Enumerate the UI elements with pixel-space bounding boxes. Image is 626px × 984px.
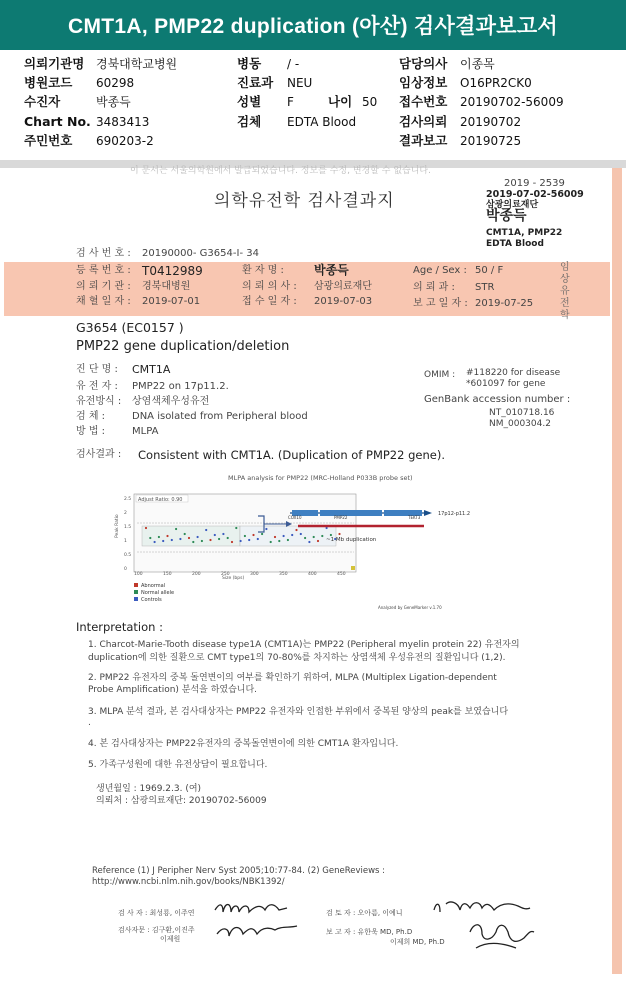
data-point: [270, 541, 272, 543]
data-point: [166, 535, 168, 537]
label-resident-no: 주민번호: [24, 133, 73, 148]
side-label: 임상유전학: [560, 262, 570, 321]
institution-label: 의 뢰 기 관 :: [76, 281, 131, 292]
data-point: [188, 537, 190, 539]
gene-tekt3: TEKT3: [408, 515, 421, 520]
test-name: PMP22 gene duplication/deletion: [76, 339, 290, 354]
data-point: [158, 536, 160, 538]
value-sex: F: [287, 95, 294, 109]
label-ward: 병동: [237, 56, 262, 71]
data-point: [317, 540, 319, 542]
legend-controls-swatch: [134, 597, 138, 601]
reference-2: http://www.ncbi.nlm.nih.gov/books/NBK1392/: [92, 877, 285, 887]
document-heading: 의학유전학 검사결과지: [214, 191, 395, 211]
data-point: [308, 541, 310, 543]
data-point: [265, 528, 267, 530]
data-point: [295, 529, 297, 531]
data-point: [330, 534, 332, 536]
diagnosis-label: 진 단 명 :: [76, 364, 118, 375]
exam-no-value: 20190000- G3654-I- 34: [142, 248, 259, 259]
data-point: [313, 536, 315, 538]
requester-label: 의 뢰 의 사 :: [242, 281, 297, 292]
x-tick-7: 450: [337, 572, 346, 577]
legend-normal: Normal allele: [141, 590, 175, 596]
data-point: [252, 534, 254, 536]
y-tick-5: 0: [124, 567, 127, 572]
label-patient-name: 박종득: [486, 208, 527, 224]
data-point: [149, 537, 151, 539]
data-point: [171, 539, 173, 541]
label-specimen: 검체: [237, 114, 262, 129]
inheritance-value: 상염색체우성유전: [132, 396, 210, 407]
region-label: 17p12-p11.2: [438, 511, 471, 517]
value-age: 50: [362, 95, 378, 109]
genbank-2: NM_000304.2: [489, 419, 551, 429]
dept-value: STR: [475, 282, 495, 293]
genbank-label: GenBank accession number :: [424, 394, 571, 405]
signature-reviewer: [430, 892, 540, 956]
y-tick-2: 1.5: [124, 525, 132, 530]
gene-pmp22: PMP22: [334, 515, 348, 520]
value-institution: 경북대학교병원: [96, 57, 178, 71]
label-clinical-info: 임상정보: [399, 75, 448, 90]
value-receipt-no: 20190702-56009: [460, 95, 564, 109]
diagnosis-value: CMT1A: [132, 363, 171, 376]
age-sex-label: Age / Sex :: [413, 265, 467, 276]
gene-cox10: COX10: [288, 515, 302, 520]
dept-label: 의 뢰 과 :: [413, 282, 455, 293]
data-point: [201, 540, 203, 542]
interp-line-7: 4. 본 검사대상자는 PMP22유전자의 중복돌연변이에 의한 CMT1A 환자입니다.: [88, 739, 399, 749]
data-point: [244, 535, 246, 537]
data-point: [287, 539, 289, 541]
value-doctor: 이종목: [460, 57, 495, 71]
label-department: 진료과: [237, 75, 274, 90]
region-box-left: [142, 526, 240, 546]
birth-date: 생년월일 : 1969.2.3. (여): [96, 784, 202, 794]
value-ward: / -: [287, 57, 300, 71]
marker: [351, 566, 355, 570]
data-point: [257, 538, 259, 540]
interp-line-4: Probe Amplification) 분석을 하였습니다.: [88, 685, 258, 695]
label-test: CMT1A, PMP22: [486, 228, 563, 238]
omim-label: OMIM :: [424, 370, 456, 380]
data-point: [214, 534, 216, 536]
collect-date-value: 2019-07-01: [142, 296, 201, 307]
y-tick-4: 0.5: [124, 553, 132, 558]
y-axis-label: Peak Ratio: [115, 514, 120, 538]
data-point: [218, 538, 220, 540]
gene-label: 유 전 자 :: [76, 381, 118, 392]
figure-caption: MLPA analysis for PMP22 (MRC-Holland P033B probe set): [228, 474, 413, 482]
data-point: [184, 533, 186, 535]
specimen-label: 검 체 :: [76, 411, 106, 422]
x-tick-2: 200: [192, 572, 201, 577]
inheritance-label: 유전방식 :: [76, 396, 122, 407]
label-foundation: 삼광의료재단: [486, 200, 539, 210]
genbank-1: NT_010718.16: [489, 408, 555, 418]
value-patient: 박종득: [96, 95, 131, 109]
data-point: [248, 539, 250, 541]
data-point: [235, 527, 237, 529]
result-label: 검사결과 :: [76, 449, 122, 460]
data-point: [175, 528, 177, 530]
label-request-date: 검사의뢰: [399, 114, 448, 129]
reference-1: Reference (1) J Peripher Nerv Syst 2005;10:77-84. (2) GeneReviews :: [92, 866, 386, 876]
data-point: [197, 536, 199, 538]
label-specimen-type: EDTA Blood: [486, 239, 544, 249]
label-doctor: 담당의사: [399, 56, 448, 71]
value-report-date: 20190725: [460, 134, 522, 148]
data-point: [338, 533, 340, 535]
label-sex: 성별: [237, 94, 262, 109]
duplication-label: ~1 Mb duplication: [326, 537, 377, 543]
interp-line-2: duplication에 의한 질환으로 CMT type1의 70-80%를 차지하는 상염색체 우성유전의 질환입니다 (1,2).: [88, 653, 506, 663]
inset-label: Adjust Ratio: 0.90: [138, 497, 183, 503]
x-tick-1: 150: [163, 572, 172, 577]
chromosome-arrow: [424, 510, 432, 516]
reporter-2: 이제희 MD, Ph.D: [390, 938, 445, 946]
collect-date-label: 채 혈 일 자 :: [76, 296, 131, 307]
y-tick-3: 1: [124, 539, 127, 544]
data-point: [300, 533, 302, 535]
reporter: 보 고 자 : 유한욱 MD, Ph.D: [326, 928, 413, 936]
legend-normal-swatch: [134, 590, 138, 594]
data-point: [304, 537, 306, 539]
patient-label: 환 자 명 :: [242, 265, 284, 276]
interp-line-3: 2. PMP22 유전자의 중복 돌연변이의 여부를 확인하기 위하여, MLPA (Multiplex Ligation-dependent: [88, 673, 497, 683]
report-date-label: 보 고 일 자 :: [413, 298, 468, 309]
label-receipt: 2019-07-02-56009: [486, 189, 584, 200]
data-point: [179, 538, 181, 540]
test-code: G3654 (EC0157 ): [76, 320, 184, 335]
x-tick-6: 400: [308, 572, 317, 577]
legend-abnormal-swatch: [134, 583, 138, 587]
x-axis-label: Size (bps): [222, 576, 245, 581]
report-date-value: 2019-07-25: [475, 298, 534, 309]
x-tick-3: 250: [221, 572, 230, 577]
interpretation-title: Interpretation :: [76, 620, 163, 634]
label-chart-no: Chart No.: [24, 114, 91, 129]
x-tick-0: 100: [134, 572, 143, 577]
credit: Analyzed by GeneMarker v.1.70: [378, 605, 442, 610]
data-point: [321, 535, 323, 537]
reviewer: 검 토 자 : 오아름, 이예니: [326, 909, 403, 917]
omim-disease: #118220 for disease: [466, 368, 561, 378]
advisor: 검사자문 : 김구환,이진주: [118, 926, 195, 934]
result-value: Consistent with CMT1A. (Duplication of PMP22 gene).: [138, 448, 445, 462]
y-ticks: [124, 496, 131, 572]
x-tick-5: 350: [279, 572, 288, 577]
mlpa-figure: [112, 486, 492, 616]
x-tick-4: 300: [250, 572, 259, 577]
value-resident-no: 690203-2: [96, 134, 154, 148]
omim-gene: *601097 for gene: [466, 379, 546, 389]
method-value: MLPA: [132, 426, 159, 437]
gene-value: PMP22 on 17p11.2.: [132, 381, 229, 392]
signature-tester: [205, 892, 315, 944]
data-point: [274, 536, 276, 538]
requester-value: 삼광의료재단: [314, 281, 372, 292]
data-point: [278, 540, 280, 542]
exam-no-label: 검 사 번 호 :: [76, 248, 131, 259]
data-point: [291, 534, 293, 536]
label-report-date: 결과보고: [399, 133, 448, 148]
patient-value: 박종득: [314, 263, 349, 277]
interp-line-1: 1. Charcot-Marie-Tooth disease type1A (CMT1A)는 PMP22 (Peripheral myelin protein 22) 유전자의: [88, 640, 520, 650]
data-point: [227, 537, 229, 539]
label-age: 나이: [328, 94, 353, 109]
value-hospital-code: 60298: [96, 76, 135, 90]
data-point: [145, 527, 147, 529]
reg-no-label: 등 록 번 호 :: [76, 265, 131, 276]
data-point: [231, 541, 233, 543]
legend-controls: Controls: [141, 597, 162, 603]
data-point: [240, 540, 242, 542]
tester: 검 사 자 : 최성룡, 이주연: [118, 909, 195, 917]
label-hospital-code: 병원코드: [24, 75, 73, 90]
value-chart-no: 3483413: [96, 115, 150, 129]
method-label: 방 법 :: [76, 426, 106, 437]
specimen-value: DNA isolated from Peripheral blood: [132, 411, 308, 422]
data-point: [205, 529, 207, 531]
label-patient: 수진자: [24, 94, 61, 109]
value-specimen: EDTA Blood: [287, 115, 357, 129]
y-tick-0: 2.5: [124, 497, 132, 502]
document-edge: [612, 168, 622, 974]
data-point: [209, 539, 211, 541]
receive-date-label: 접 수 일 자 :: [242, 296, 297, 307]
interp-line-8: 5. 가족구성원에 대한 유전상담이 필요합니다.: [88, 760, 268, 770]
data-point: [162, 540, 164, 542]
data-point: [222, 533, 224, 535]
document-date-number: 2019 - 2539: [504, 178, 565, 189]
gene-pmp22-bar: [320, 510, 382, 516]
label-institution: 의뢰기관명: [24, 56, 85, 71]
value-request-date: 20190702: [460, 115, 522, 129]
interp-line-5: 3. MLPA 분석 결과, 본 검사대상자는 PMP22 유전자와 인접한 부위에서 중복된 양상의 peak를 보였습니다: [88, 707, 509, 717]
institution-value: 경북대병원: [142, 281, 191, 292]
interp-line-6: .: [88, 718, 91, 728]
receive-date-value: 2019-07-03: [314, 296, 373, 307]
data-point: [261, 533, 263, 535]
origin: 의뢰처 : 삼광의료재단: 20190702-56009: [96, 796, 267, 806]
reg-no-value: T0412989: [142, 264, 203, 278]
data-point: [192, 541, 194, 543]
report-title: CMT1A, PMP22 duplication (아산) 검사결과보고서: [0, 0, 626, 50]
y-tick-1: 2: [124, 511, 127, 516]
value-department: NEU: [287, 76, 313, 90]
data-point: [283, 535, 285, 537]
value-clinical-info: O16PR2CK0: [460, 76, 532, 90]
faint-notice: 이 문서는 서울의학원에서 발급되었습니다. 정보를 수정, 변경할 수 없습니다.: [130, 166, 431, 176]
age-sex-value: 50 / F: [475, 265, 504, 276]
legend-abnormal: Abnormal: [141, 583, 166, 589]
label-receipt-no: 접수번호: [399, 94, 448, 109]
data-point: [154, 541, 156, 543]
advisor-2: 이제원: [160, 935, 181, 943]
